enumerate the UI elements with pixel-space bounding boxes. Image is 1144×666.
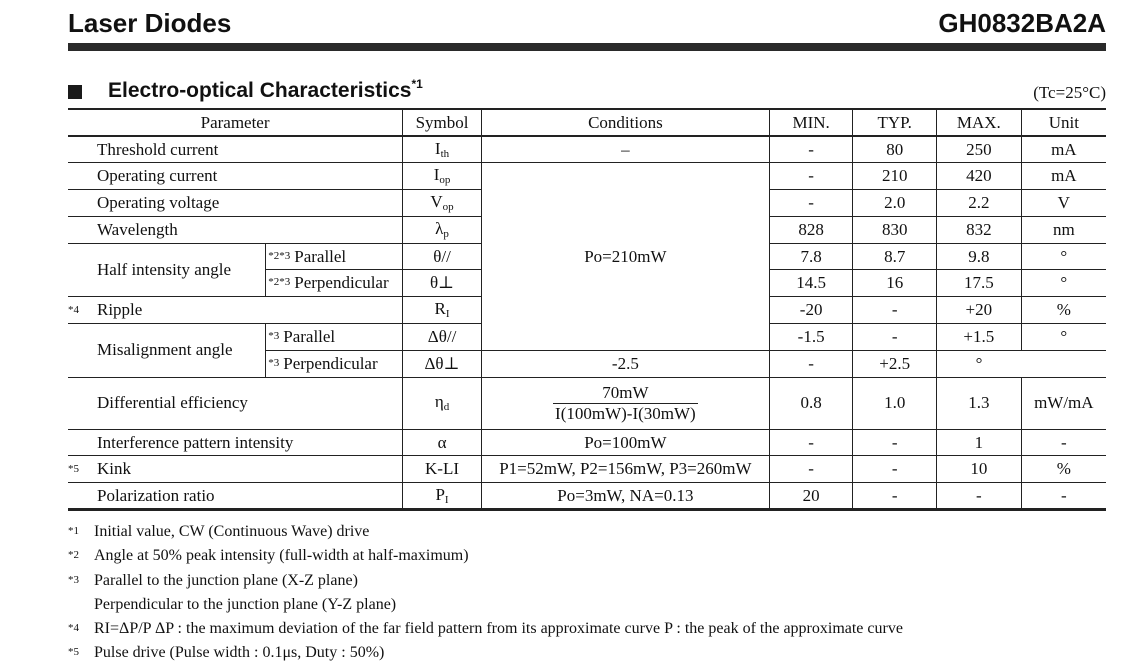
unit-cell: - (1021, 429, 1106, 456)
min-cell: -1.5 (769, 324, 853, 351)
min-cell: 828 (769, 216, 853, 243)
typ-cell: 16 (853, 270, 937, 297)
min-cell: 14.5 (769, 270, 853, 297)
footnote: Perpendicular to the junction plane (Y-Z plane) (94, 595, 397, 613)
max-cell: 832 (936, 216, 1021, 243)
footnote: *4 RI=ΔP/P ΔP : the maximum deviation of the far field pattern from its approximate curve P : the peak of the approximate curve (68, 620, 903, 638)
header-rule (68, 43, 1106, 51)
typ-cell: - (853, 297, 937, 324)
max-cell: 1 (936, 429, 1021, 456)
note-mark: *2*3 (268, 276, 291, 289)
max-cell: 250 (936, 136, 1021, 163)
symbol-cell: Δθ⊥ (403, 350, 482, 377)
typ-cell: 1.0 (853, 377, 937, 429)
part-number: GH0832BA2A (938, 8, 1106, 38)
unit-cell: V (1021, 190, 1106, 217)
note-mark: *5 (68, 463, 79, 476)
footnotes (68, 520, 903, 666)
section-title-text: Electro-optical Characteristics (108, 79, 412, 102)
typ-cell: 2.0 (853, 190, 937, 217)
unit-cell: ° (1021, 270, 1106, 297)
symbol-cell: $I_{op}$ (403, 163, 482, 190)
symbol-cell: $P_I$ (403, 483, 482, 510)
max-cell: - (936, 483, 1021, 510)
footnote: *2 Angle at 50% peak intensity (full-width at half-maximum) (68, 547, 469, 565)
unit-cell: % (1021, 297, 1106, 324)
typ-cell: 80 (853, 136, 937, 163)
max-cell: +1.5 (936, 324, 1021, 351)
footnote: *5 Pulse drive (Pulse width : 0.1μs, Duty : 50%) (68, 644, 385, 662)
symbol-cell: Δθ// (403, 324, 482, 351)
unit-cell: mA (1021, 163, 1106, 190)
param-cell: Wavelength (68, 216, 403, 243)
param-cell: Interference pattern intensity (68, 429, 403, 456)
unit-cell: ° (936, 350, 1021, 377)
typ-cell: 830 (853, 216, 937, 243)
unit-cell: nm (1021, 216, 1106, 243)
characteristics-table (68, 108, 1106, 511)
page-title: Laser Diodes (68, 8, 232, 38)
note-mark: *3 (268, 356, 280, 369)
min-cell: -2.5 (481, 350, 769, 377)
min-cell: - (769, 136, 853, 163)
condition-cell: P1=52mW, P2=156mW, P3=260mW (481, 456, 769, 483)
symbol-cell: $I_{th}$ (403, 136, 482, 163)
param-sub-cell: $^{*2*3}$ Parallel (266, 243, 403, 270)
symbol-cell: θ⊥ (403, 270, 482, 297)
min-cell: -20 (769, 297, 853, 324)
param-cell: Threshold current (68, 136, 403, 163)
fraction-denominator: I(100mW)-I(30mW) (555, 403, 696, 423)
temperature-condition: (Tc=25°C) (1033, 83, 1106, 102)
unit-cell: mW/mA (1021, 377, 1106, 429)
symbol-cell: $R_I$ (403, 297, 482, 324)
param-cell: Operating voltage (68, 190, 403, 217)
col-header-min: MIN. (769, 109, 853, 136)
symbol-cell: $\lambda_p$ (403, 216, 482, 243)
symbol-cell: α (403, 429, 482, 456)
max-cell: 2.2 (936, 190, 1021, 217)
col-header-parameter: Parameter (68, 109, 403, 136)
max-cell: 1.3 (936, 377, 1021, 429)
unit-cell: ° (1021, 243, 1106, 270)
col-header-typ: TYP. (853, 109, 937, 136)
param-group-cell: Half intensity angle (68, 243, 266, 297)
typ-cell: 210 (853, 163, 937, 190)
section-title (108, 79, 423, 103)
note-mark: *3 (268, 329, 280, 342)
note-mark: *2*3 (268, 249, 291, 262)
max-cell: 17.5 (936, 270, 1021, 297)
param-sub-cell: $^{*2*3}$ Perpendicular (266, 270, 403, 297)
param-sub-cell: $^{*3}$ Parallel (266, 324, 403, 351)
section-title-mark: *1 (411, 77, 423, 91)
table-header-row (68, 109, 1106, 136)
condition-cell-po210: Po=210mW (481, 163, 769, 351)
param-cell: Differential efficiency (68, 377, 403, 429)
col-header-unit: Unit (1021, 109, 1106, 136)
symbol-cell: $\eta_d$ (403, 377, 482, 429)
fraction-numerator: 70mW (553, 383, 698, 404)
col-header-symbol: Symbol (403, 109, 482, 136)
min-cell: 7.8 (769, 243, 853, 270)
table-row-threshold-current (68, 136, 1106, 163)
param-cell: *5 Kink (68, 456, 403, 483)
min-cell: - (769, 163, 853, 190)
table-row-differential-efficiency (68, 377, 1106, 429)
min-cell: 0.8 (769, 377, 853, 429)
max-cell: 9.8 (936, 243, 1021, 270)
min-cell: - (769, 190, 853, 217)
max-cell: +2.5 (853, 350, 937, 377)
typ-cell: - (853, 483, 937, 510)
footnote: *1 Initial value, CW (Continuous Wave) drive (68, 523, 370, 540)
typ-cell: - (853, 324, 937, 351)
unit-cell: mA (1021, 136, 1106, 163)
col-header-max: MAX. (936, 109, 1021, 136)
note-mark: *4 (68, 304, 79, 317)
condition-cell-fraction (481, 377, 769, 429)
max-cell: 420 (936, 163, 1021, 190)
table-row-kink (68, 456, 1106, 483)
table-row-polarization (68, 483, 1106, 510)
param-cell: Operating current (68, 163, 403, 190)
param-cell: *4 Ripple (68, 297, 403, 324)
param-group-cell: Misalignment angle (68, 324, 266, 378)
condition-cell: Po=100mW (481, 429, 769, 456)
unit-cell: - (1021, 483, 1106, 510)
bullet-square-icon (68, 85, 82, 99)
param-cell: Polarization ratio (68, 483, 403, 510)
unit-cell: % (1021, 456, 1106, 483)
symbol-cell: θ// (403, 243, 482, 270)
typ-cell: - (769, 350, 853, 377)
table-row-interference (68, 429, 1106, 456)
min-cell: - (769, 429, 853, 456)
footnote: *3 Parallel to the junction plane (X-Z plane) (68, 571, 358, 589)
typ-cell: - (853, 456, 937, 483)
param-sub-cell: $^{*3}$ Perpendicular (266, 350, 403, 377)
condition-cell: – (481, 136, 769, 163)
max-cell: +20 (936, 297, 1021, 324)
unit-cell: ° (1021, 324, 1106, 351)
table-row-operating-current (68, 163, 1106, 190)
symbol-cell: K-LI (403, 456, 482, 483)
min-cell: - (769, 456, 853, 483)
typ-cell: 8.7 (853, 243, 937, 270)
symbol-cell: $V_{op}$ (403, 190, 482, 217)
max-cell: 10 (936, 456, 1021, 483)
typ-cell: - (853, 429, 937, 456)
col-header-conditions: Conditions (481, 109, 769, 136)
condition-cell: Po=3mW, NA=0.13 (481, 483, 769, 510)
min-cell: 20 (769, 483, 853, 510)
